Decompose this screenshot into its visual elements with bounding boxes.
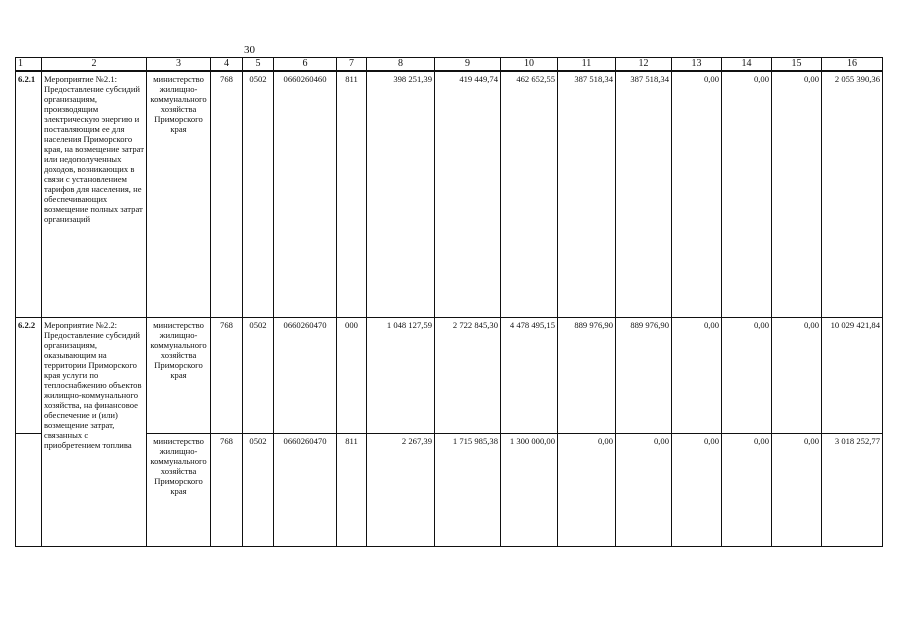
amount-cell: 419 449,74 [435,71,501,318]
amount-cell: 0,00 [722,433,772,546]
ministry-code: 768 [211,433,243,546]
target-article: 0660260470 [274,433,337,546]
table-row [16,71,883,318]
amount-cell: 1 300 000,00 [501,433,558,546]
column-number: 3 [147,58,211,71]
amount-cell: 0,00 [672,71,722,318]
target-article: 0660260470 [274,317,337,433]
section-code: 0502 [243,317,274,433]
amount-cell: 0,00 [722,71,772,318]
total-amount-cell: 2 055 390,36 [822,71,883,318]
amount-cell: 0,00 [672,317,722,433]
measure-name: Мероприятие №2.2: Предоставление субсидий организациям, оказывающим на территории Приморского края услуги по теплоснабжению объектов жилищно-коммунального хозяйства, на финансовое обеспечение и (или) возмещение затрат, связанных с приобретением топлива [42,317,147,546]
column-number: 9 [435,58,501,71]
measure-name: Мероприятие №2.1: Предоставление субсидий организациям, производящим электрическую энергию и поставляющим ее для населения Приморского края, на возмещение затрат или недополученных доходов, возникающих в связи с установлением тарифов для населения, не обеспечивающих возмещение полных затрат организаций [42,71,147,318]
column-number: 4 [211,58,243,71]
ministry-name: министерство жилищно-коммунального хозяйства Приморского края [147,71,211,318]
section-code: 0502 [243,71,274,318]
column-number: 10 [501,58,558,71]
section-code: 0502 [243,433,274,546]
amount-cell: 4 478 495,15 [501,317,558,433]
budget-table [15,57,883,547]
expense-type: 811 [337,71,367,318]
column-number: 16 [822,58,883,71]
table-row [16,317,883,433]
amount-cell: 0,00 [672,433,722,546]
amount-cell: 462 652,55 [501,71,558,318]
amount-cell: 0,00 [772,317,822,433]
column-number: 14 [722,58,772,71]
item-number-empty [16,433,42,546]
amount-cell: 0,00 [558,433,616,546]
column-number: 12 [616,58,672,71]
total-amount-cell: 10 029 421,84 [822,317,883,433]
expense-type: 811 [337,433,367,546]
item-number: 6.2.2 [16,317,42,433]
item-number: 6.2.1 [16,71,42,318]
ministry-name: министерство жилищно-коммунального хозяйства Приморского края [147,433,211,546]
expense-type: 000 [337,317,367,433]
amount-cell: 0,00 [616,433,672,546]
column-number: 6 [274,58,337,71]
ministry-code: 768 [211,71,243,318]
ministry-code: 768 [211,317,243,433]
column-number: 8 [367,58,435,71]
column-number-row [16,58,883,71]
amount-cell: 2 722 845,30 [435,317,501,433]
column-number: 13 [672,58,722,71]
amount-cell: 0,00 [772,433,822,546]
amount-cell: 387 518,34 [616,71,672,318]
column-number: 7 [337,58,367,71]
table-row [16,433,883,546]
column-number: 11 [558,58,616,71]
column-number: 1 [16,58,42,71]
column-number: 15 [772,58,822,71]
column-number: 5 [243,58,274,71]
amount-cell: 1 715 985,38 [435,433,501,546]
amount-cell: 1 048 127,59 [367,317,435,433]
column-number: 2 [42,58,147,71]
amount-cell: 398 251,39 [367,71,435,318]
amount-cell: 387 518,34 [558,71,616,318]
total-amount-cell: 3 018 252,77 [822,433,883,546]
page-number: 30 [244,44,255,56]
amount-cell: 0,00 [722,317,772,433]
target-article: 0660260460 [274,71,337,318]
amount-cell: 889 976,90 [558,317,616,433]
amount-cell: 889 976,90 [616,317,672,433]
ministry-name: министерство жилищно-коммунального хозяйства Приморского края [147,317,211,433]
amount-cell: 2 267,39 [367,433,435,546]
amount-cell: 0,00 [772,71,822,318]
